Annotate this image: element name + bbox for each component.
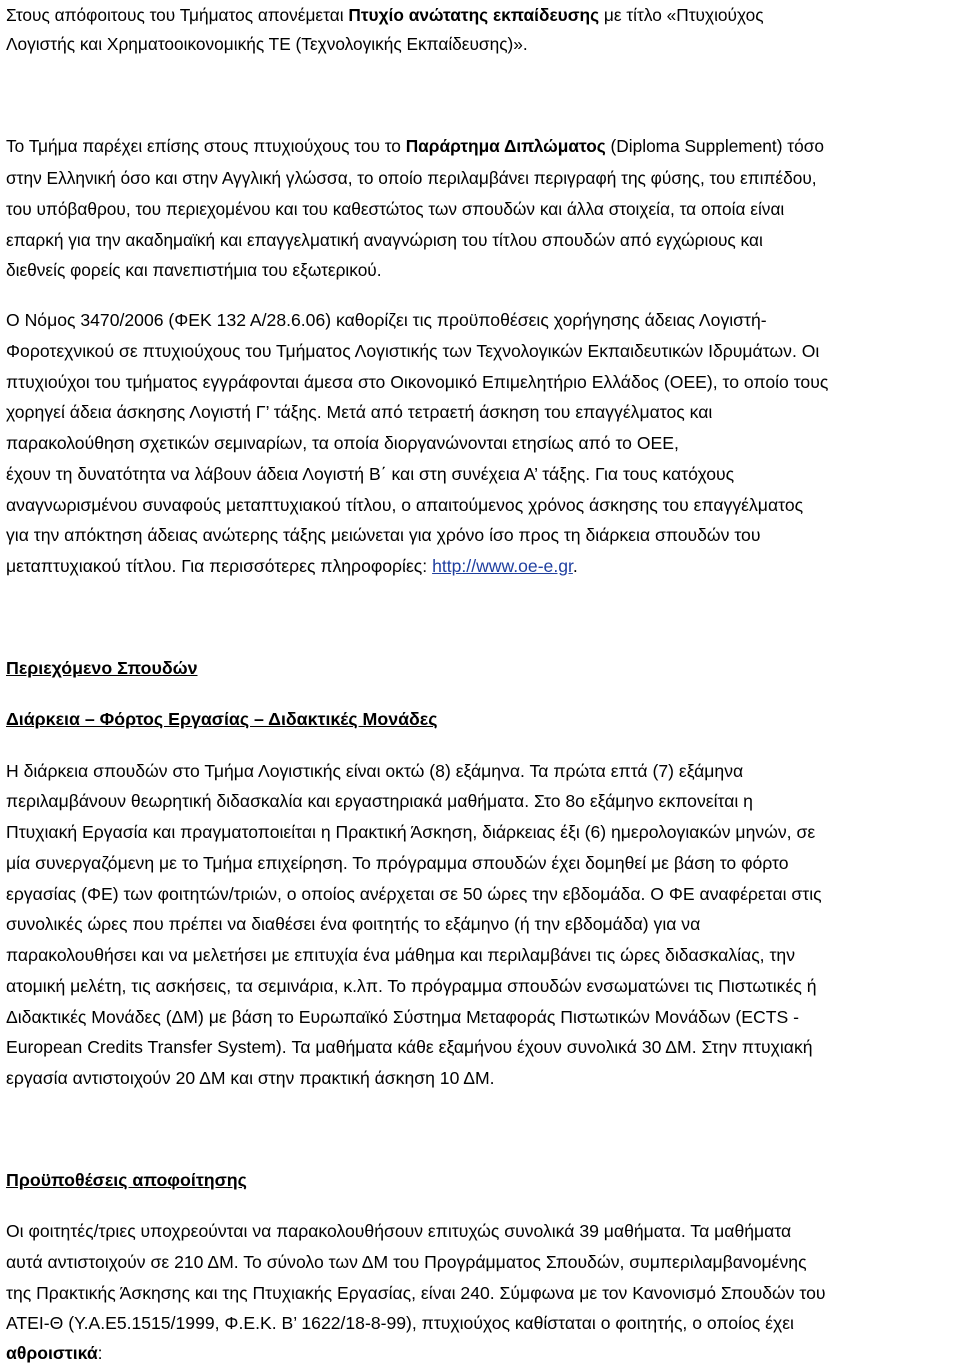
text-span: μεταπτυχιακού τίτλου. Για περισσότερες πληροφορίες: xyxy=(6,556,433,576)
paragraph-duration-line-6: συνολικές ώρες που πρέπει να διαθέσει ένα φοιτητής το εξάμηνο (ή την εβδομάδα) για να xyxy=(6,914,701,934)
paragraph-supplement-line-2: στην Ελληνική όσο και στην Αγγλική γλώσσα, το οποίο περιλαμβάνει περιγραφή της φύσης, του επιπέδου, xyxy=(6,168,817,188)
paragraph-law-line-5: παρακολούθηση σχετικών σεμιναρίων, τα οποία διοργανώνονται ετησίως από το ΟΕΕ, xyxy=(6,433,679,453)
paragraph-law-line-7: αναγνωρισμένου συναφούς μεταπτυχιακού τίτλου, ο απαιτούμενος χρόνος άσκησης του επαγγέλματος xyxy=(6,495,804,515)
paragraph-law-line-3: πτυχιούχοι του τμήματος εγγράφονται άμεσα στο Οικονομικό Επιμελητήριο Ελλάδος (ΟΕΕ), το οποίο τους xyxy=(6,372,829,392)
heading-graduation-requirements: Προϋποθέσεις αποφοίτησης xyxy=(6,1170,247,1190)
paragraph-supplement-line-4: επαρκή για την ακαδημαϊκή και επαγγελματική αναγνώριση του τίτλου σπουδών από εγχώριους και xyxy=(6,230,763,250)
paragraph-supplement-line-3: του υπόβαθρου, του περιεχομένου και του καθεστώτος των σπουδών και άλλα στοιχεία, τα οποία είναι xyxy=(6,199,785,219)
supplement-bold: Παράρτημα Διπλώματος xyxy=(405,136,606,156)
paragraph-graduation-line-1: Οι φοιτητές/τριες υποχρεούνται να παρακολουθήσουν επιτυχώς συνολικά 39 μαθήματα. Τα μαθήματα xyxy=(6,1221,792,1241)
paragraph-duration-line-7: παρακολουθήσει και να μελετήσει με επιτυχία ένα μάθημα και περιλαμβάνει τις ώρες διδασκαλίας, την xyxy=(6,945,795,965)
paragraph-degree-line-2: Λογιστής και Χρηματοοικονομικής ΤΕ (Τεχνολογικής Εκπαίδευσης)». xyxy=(6,34,528,54)
paragraph-law-line-6: έχουν τη δυνατότητα να λάβουν άδεια Λογιστή Β΄ και στη συνέχεια Α’ τάξης. Για τους κατόχους xyxy=(6,464,735,484)
paragraph-duration-line-3: Πτυχιακή Εργασία και πραγματοποιείται η Πρακτική Άσκηση, διάρκειας έξι (6) ημερολογιακών μηνών, σε xyxy=(6,822,816,842)
text-span: Το Τμήμα παρέχει επίσης στους πτυχιούχους του το xyxy=(6,136,406,156)
cumulative-bold: αθροιστικά xyxy=(6,1343,98,1363)
paragraph-duration-line-9: Διδακτικές Μονάδες (ΔΜ) με βάση το Ευρωπαϊκό Σύστημα Μεταφοράς Πιστωτικών Μονάδων (ECTS - xyxy=(6,1007,799,1027)
paragraph-duration-line-8: ατομική μελέτη, τις ασκήσεις, τα σεμινάρια, κ.λπ. Το πρόγραμμα σπουδών ενσωματώνει τις Πιστωτικές ή xyxy=(6,976,817,996)
paragraph-degree-line-1 xyxy=(6,4,764,26)
text-span: (Diploma Supplement) τόσο xyxy=(605,136,824,156)
paragraph-duration-line-5: εργασίας (ΦΕ) των φοιτητών/τριών, ο οποίος ανέρχεται σε 50 ώρες την εβδομάδα. Ο ΦΕ αναφέρεται στις xyxy=(6,884,822,904)
paragraph-supplement-line-1 xyxy=(6,135,824,157)
paragraph-duration-line-10: European Credits Transfer System). Τα μαθήματα κάθε εξαμήνου έχουν συνολικά 30 ΔΜ. Στην πτυχιακή xyxy=(6,1037,813,1057)
paragraph-law-line-8: για την απόκτηση άδειας ανώτερης τάξης μειώνεται για χρόνο ίσο προς τη διάρκεια σπουδών του xyxy=(6,525,761,545)
heading-duration-workload: Διάρκεια – Φόρτος Εργασίας – Διδακτικές Μονάδες xyxy=(6,709,438,729)
text-span: . xyxy=(572,556,578,576)
paragraph-graduation-line-3: της Πρακτικής Άσκησης και της Πτυχιακής Εργασίας, είναι 240. Σύμφωνα με τον Κανονισμό Σπουδών του xyxy=(6,1283,826,1303)
paragraph-supplement-line-5: διεθνείς φορείς και πανεπιστήμια του εξωτερικού. xyxy=(6,260,382,280)
paragraph-law-line-9 xyxy=(6,555,578,577)
paragraph-graduation-line-4: ΑΤΕΙ-Θ (Υ.Α.Ε5.1515/1999, Φ.Ε.Κ. Β’ 1622/18-8-99), πτυχιούχος καθίσταται ο φοιτητής, ο οποίος έχει xyxy=(6,1313,794,1333)
paragraph-law-line-4: χορηγεί άδεια άσκησης Λογιστή Γ’ τάξης. Μετά από τετραετή άσκηση του επαγγέλματος και xyxy=(6,402,713,422)
text-span: με τίτλο «Πτυχιούχος xyxy=(599,5,764,25)
paragraph-graduation-line-2: αυτά αντιστοιχούν σε 210 ΔΜ. Το σύνολο των ΔΜ του Προγράμματος Σπουδών, συμπεριλαμβανομένης xyxy=(6,1252,807,1272)
paragraph-law-line-1: Ο Νόμος 3470/2006 (ΦΕΚ 132 Α/28.6.06) καθορίζει τις προϋποθέσεις χορήγησης άδειας Λογιστή- xyxy=(6,310,767,330)
oee-website-link[interactable]: http://www.oe-e.gr xyxy=(432,556,573,576)
text-span: Στους απόφοιτους του Τμήματος απονέμεται xyxy=(6,5,349,25)
paragraph-duration-line-4: μία συνεργαζόμενη με το Τμήμα επιχείρηση. Το πρόγραμμα σπουδών έχει δομηθεί με βάση το φόρτο xyxy=(6,853,789,873)
text-span: : xyxy=(97,1343,103,1363)
paragraph-duration-line-1: Η διάρκεια σπουδών στο Τμήμα Λογιστικής είναι οκτώ (8) εξάμηνα. Τα πρώτα επτά (7) εξάμηνα xyxy=(6,761,744,781)
degree-title-bold: Πτυχίο ανώτατης εκπαίδευσης xyxy=(348,5,600,25)
paragraph-law-line-2: Φοροτεχνικού σε πτυχιούχους του Τμήματος Λογιστικής των Τεχνολογικών Εκπαιδευτικών Ιδρυμάτων. Οι xyxy=(6,341,820,361)
paragraph-duration-line-2: περιλαμβάνουν θεωρητική διδασκαλία και εργαστηριακά μαθήματα. Στο 8ο εξάμηνο εκπονείται η xyxy=(6,791,753,811)
paragraph-duration-line-11: εργασία αντιστοιχούν 20 ΔΜ και στην πρακτική άσκηση 10 ΔΜ. xyxy=(6,1068,495,1088)
paragraph-graduation-line-5 xyxy=(6,1342,103,1364)
heading-study-content: Περιεχόμενο Σπουδών xyxy=(6,658,198,678)
